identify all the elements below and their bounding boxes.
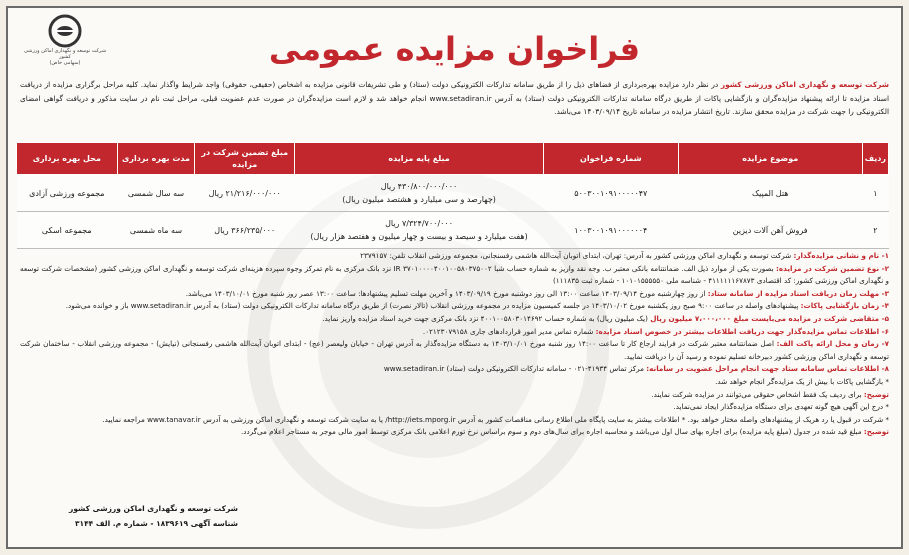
clause-head: ۶- اطلاعات تماس مزایده‌گذار جهت دریافت اطلاعات بیشتر در خصوص اسناد مزایده: [595,326,889,336]
table-row [17,175,889,212]
clause-text: مرکز تماس ۴۱۹۳۴-۰۲۱ - سامانه تدارکات الکترونیکی دولت (ستاد) www.setadiran.ir [383,364,644,374]
page-title: فراخوان مزایده عمومی [268,30,641,68]
clause-item [20,389,889,402]
th-duration: مدت بهره برداری [117,143,195,175]
cell-radif: ۲ [862,212,888,249]
footer-org: شرکت توسعه و نگهداری اماکن ورزشی کشور [69,504,238,513]
clause-head: توضیح: [863,389,889,399]
th-radif: ردیف [862,143,888,175]
clause-head: ۸- اطلاعات تماس سامانه ستاد جهت انجام مراحل عضویت در سامانه: [646,364,889,374]
intro-text: در نظر دارد مزایده بهره‌برداری از فضاهای ذیل را از طریق سامانه تدارکات الکترونیکی دولت (ستاد) و طی تشریفات قانونی مزایده به اشخاص (حقیقی، حقوقی) واجد شرایط واگذار نماید. کلیه مراحل برگزاری مزایده از دریافت اسناد مزایده تا ارائه پیشنهاد مزایده‌گران و بازگشایی پاکات از طریق درگاه سامانه تدارکات الکترونیکی دولت (ستاد) به آدرس www.setadiran.ir انجام خواهد شد و لازم است مزایده‌گران در صورت عدم عضویت قبلی، مراحل ثبت نام در سایت مذکور و دریافت گواهی امضای الکترونیکی را جهت شرکت در مزایده محقق سازند. تاریخ انتشار مزایده در سامانه تاریخ ۱۴۰۳/۰۹/۱۴ می‌باشد. [20,80,890,116]
clause-head: ۵- متقاضی شرکت در مزایده می‌بایست مبلغ ۷،۰۰۰،۰۰۰ میلیون ریال [650,313,889,323]
clause-text: شرکت توسعه و نگهداری اماکن ورزشی کشور به آدرس: تهران، ابتدای اتوبان آیت‌الله هاشمی رفسنجانی، مجموعه ورزشی انقلاب تلفن: ۲۳۷۹۱۵۷ [360,251,792,260]
clause-head: توضیح: [863,427,889,437]
clause-item [20,414,889,427]
logo-org-name: شرکت توسعه و نگهداری اماکن ورزشی کشور [23,48,107,60]
footer-ad-id: شناسه آگهی ۱۸۳۹۶۱۹ - شماره م. الف ۳۱۴۴ [74,519,238,528]
cell-number: ۱۰۰۳۰۰۱۰۹۱۰۰۰۰۰۰۴ [544,212,679,249]
cell-subject: فروش آهن آلات دیزین [678,212,862,249]
cell-radif: ۱ [862,175,888,212]
cell-duration: سه ماه شمسی [117,212,195,249]
clause-text: * درج این آگهی هیچ گونه تعهدی برای دستگاه مزایده‌گذار ایجاد نمی‌نماید. [673,402,889,412]
clause-item [20,288,889,301]
intro-org: شرکت توسعه و نگهداری اماکن ورزشی کشور [720,80,889,89]
cell-place: مجموعه ورزشی آزادی [17,175,118,212]
clause-head: ۲- نوع تضمین شرکت در مزایده: [776,263,889,273]
clause-item [20,363,889,376]
clause-head: ۷- زمان و محل ارائه پاکت الف: [776,339,889,349]
clause-text: شماره تماس مدیر امور قراردادهای جاری ۰۲۱۲۳۰۷۹۱۵۸. [422,326,594,336]
clause-item [20,313,889,326]
clause-text: * شرکت در قبول یا رد هریک از پیشنهادهای واصله مختار خواهد بود. * اطلاعات بیشتر به سایت پایگاه ملی اطلاع رسانی مناقصات کشور به آدرس http://iets.mporg.ir/ یا به سایت شرکت توسعه و نگهداری اماکن ورزشی به آدرس www.tanavar.ir مراجعه نمایید. [102,414,889,424]
clause-item [20,300,889,313]
table-header-row [17,143,889,175]
footer-signature [18,501,238,531]
clause-item [20,426,889,439]
cell-duration: سه سال شمسی [117,175,195,212]
clause-item [20,376,889,389]
cell-subject: هتل المپیک [678,175,862,212]
clause-text: برای ردیف یک فقط اشخاص حقوقی می‌توانند در مزایده شرکت نمایند. [651,389,862,399]
base-price-value: ۴۳۰/۸۰۰/۰۰۰/۰۰۰ ریال [380,182,458,191]
table-row [17,212,889,249]
clauses-list [20,250,889,439]
cell-base-price [295,175,544,212]
clause-item [20,401,889,414]
clause-text: مبلغ قید شده در جدول (مبلغ پایه مزایده) برای اجاره بهای سال اول می‌باشد و محاسبه اجاره برای سال‌های دوم و سوم براساس نرخ تورم اعلامی بانک مرکزی توسط امور مالی موجر به مستاجر اعلام می‌گردد. [240,427,862,437]
auction-table [16,142,889,249]
clause-item [20,338,889,363]
th-subject: موضوع مزایده [678,143,862,175]
cell-place: مجموعه اسکی [17,212,118,249]
base-price-words: (هفت میلیارد و سیصد و بیست و چهار میلیون و هفتصد هزار ریال) [310,232,528,241]
base-price-value: ۷/۳۲۴/۷۰۰/۰۰۰ ریال [385,219,454,228]
th-number: شماره فراخوان [544,143,679,175]
th-base-price: مبلغ پایه مزایده [295,143,544,175]
th-guarantee: مبلغ تضمین شرکت در مزایده [195,143,295,175]
clause-text: * بازگشایی پاکات با بیش از یک مزایده‌گر انجام خواهد شد. [715,376,889,386]
notice-page [6,6,903,549]
clause-text: بصورت یکی از موارد ذیل الف. ضمانتنامه بانکی معتبر ب. وجه نقد واریز به شماره حساب شبا IR ۳۷۰۱۰۰۰۰۴۰۰۱۰۰۵۸۰۳۷۵۰۰۲ نزد بانک مرکزی به نام تمرکز وجوه سپرده هزینه‌ای شرکت توسعه و نگهداری اماکن ورزشی کشور (مشخصات شرکت توسعه و نگهداری اماکن ورزشی کشور: کد اقتصادی ۴۱۱۱۱۱۱۶۷۸۷۳ - شناسه ملی ۱۰۱۰۱۵۵۵۵۵۰ - شماره ثبت ۱۱۱۸۳۵) [20,263,889,286]
clause-text: اصل ضمانتنامه معتبر شرکت در فرایند ارجاع کار تا ساعت ۱۴:۰۰ روز شنبه مورخ ۱۴۰۳/۱۰/۰۱ به دستگاه مزایده‌گذار به آدرس تهران - خیابان ولیعصر (عج) - ابتدای اتوبان آیت‌الله هاشمی رفسنجانی (نیایش) - مجموعه ورزشی انقلاب - ساختمان شرکت توسعه و نگهداری اماکن ورزشی کشور دبیرخانه تسلیم نموده و رسید آن را دریافت نمایید. [20,339,889,361]
clause-head: ۱- نام و نشانی مزایده‌گذار: [793,251,889,260]
clause-item [20,250,889,263]
base-price-words: (چهارصد و سی میلیارد و هشتصد میلیون ریال) [342,195,496,204]
cell-guarantee: ۳۶۶/۲۳۵/۰۰۰ ریال [195,212,295,249]
clause-item [20,326,889,339]
logo-org-sub: (سهامی خاص) [49,60,81,66]
clause-head: ۳- مهلت زمان دریافت اسناد مزایده از سامانه ستاد: [707,288,889,298]
intro-paragraph [20,78,889,119]
clause-item [20,263,889,288]
clause-text: از روز چهارشنبه مورخ ۱۴۰۳/۰۹/۱۴ ساعت ۱۳:۰۰ الی روز دوشنبه مورخ ۱۴۰۳/۰۹/۱۹ و آخرین مهلت تسلیم پیشنهادها: ساعت ۱۳:۰۰ عصر روز شنبه مورخ ۱۴۰۳/۱۰/۰۱ می‌باشد. [185,288,706,298]
clause-head: ۴- زمان بازگشایی پاکات: [800,301,889,311]
cell-base-price [295,212,544,249]
clause-text: پیشنهادهای واصله در ساعت ۹:۰۰ صبح روز یکشنبه مورخ ۱۴۰۳/۱۰/۰۲ در جلسه کمیسیون مزایده در مجموعه ورزشی انقلاب (تالار نصرت) از طریق درگاه سامانه تدارکات الکترونیکی دولت (ستاد) به آدرس www.setadiran.ir باز و خوانده می‌شود. [65,301,799,311]
cell-guarantee: ۲۱/۲۱۶/۰۰۰/۰۰۰ ریال [195,175,295,212]
cell-number: ۵۰۰۳۰۰۱۰۹۱۰۰۰۰۰۴۷ [544,175,679,212]
clause-text: (یک میلیون ریال) به شماره حساب ۴۰۰۱۰۰۵۸۰۳۰۱۴۶۹۲ نزد بانک مرکزی جهت خرید اسناد مزایده واریز نماید. [322,313,648,323]
th-place: محل بهره برداری [17,143,118,175]
